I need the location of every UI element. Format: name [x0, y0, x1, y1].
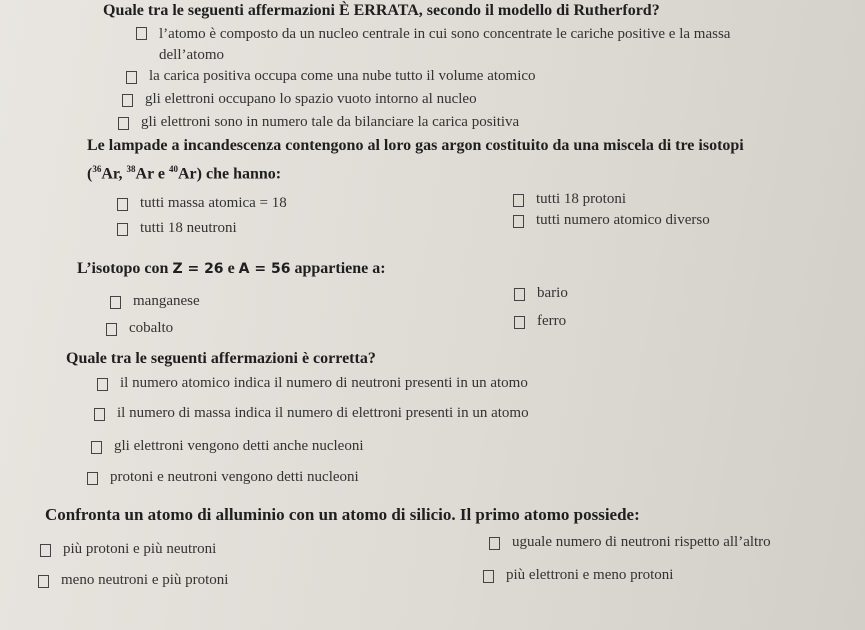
- checkbox[interactable]: [110, 296, 121, 309]
- checkbox[interactable]: [87, 472, 98, 485]
- checkbox[interactable]: [91, 441, 102, 454]
- isotope-mass: 38: [126, 164, 136, 174]
- option-label: tutti 18 protoni: [536, 191, 626, 207]
- q4-option-2[interactable]: [94, 405, 529, 422]
- title-text: L’isotopo con: [77, 260, 173, 277]
- q2-option-3[interactable]: [513, 191, 626, 208]
- checkbox[interactable]: [513, 215, 524, 228]
- checkbox[interactable]: [106, 323, 117, 336]
- q1-option-1[interactable]: [136, 24, 776, 66]
- title-rest: che hanno:: [201, 165, 282, 183]
- question-2-title-line1: Le lampade a incandescenza contengono al loro gas argon costituito da una miscela di tre isotopi: [87, 137, 744, 154]
- question-4-title: Quale tra le seguenti affermazioni è corretta?: [66, 350, 376, 367]
- title-text: e: [223, 260, 239, 277]
- checkbox[interactable]: [118, 117, 129, 130]
- option-label: ferro: [537, 313, 567, 329]
- checkbox[interactable]: [489, 537, 500, 550]
- option-label: l’atomo è composto da un nucleo centrale in cui sono concentrate le cariche positive e la massa dell’atomo: [159, 26, 731, 63]
- q2-option-1[interactable]: [117, 195, 287, 212]
- checkbox[interactable]: [514, 288, 525, 301]
- isotope-mass: 36: [92, 164, 102, 174]
- q1-option-3[interactable]: [122, 91, 477, 108]
- option-label: uguale numero di neutroni rispetto all’altro: [512, 534, 771, 550]
- option-label: meno neutroni e più protoni: [61, 572, 229, 588]
- q1-option-4[interactable]: [118, 114, 519, 131]
- option-label: protoni e neutroni vengono detti nucleoni: [110, 469, 359, 485]
- isotope-symbol: Ar e: [135, 165, 169, 183]
- question-3-title: [77, 260, 386, 278]
- isotope-symbol: Ar): [177, 165, 202, 183]
- checkbox[interactable]: [514, 316, 525, 329]
- option-label: il numero di massa indica il numero di elettroni presenti in un atomo: [117, 405, 529, 421]
- q5-option-1[interactable]: [40, 541, 216, 558]
- checkbox[interactable]: [483, 570, 494, 583]
- q5-option-4[interactable]: [483, 567, 673, 584]
- option-label: gli elettroni sono in numero tale da bilanciare la carica positiva: [141, 114, 520, 130]
- option-label: il numero atomico indica il numero di neutroni presenti in un atomo: [120, 375, 528, 391]
- atomic-number: Z = 26: [172, 261, 224, 277]
- option-label: tutti massa atomica = 18: [140, 195, 287, 211]
- checkbox[interactable]: [126, 71, 137, 84]
- option-label: tutti 18 neutroni: [140, 220, 237, 236]
- option-label: più protoni e più neutroni: [63, 541, 217, 557]
- question-5-title: Confronta un atomo di alluminio con un atomo di silicio. Il primo atomo possiede:: [45, 505, 640, 524]
- checkbox[interactable]: [94, 408, 105, 421]
- q4-option-1[interactable]: [97, 375, 528, 392]
- question-1-title: Quale tra le seguenti affermazioni È ERRATA, secondo il modello di Rutherford?: [103, 2, 660, 19]
- option-label: più elettroni e meno protoni: [506, 567, 674, 583]
- option-label: cobalto: [129, 320, 174, 336]
- checkbox[interactable]: [38, 575, 49, 588]
- checkbox[interactable]: [122, 94, 133, 107]
- q4-option-4[interactable]: [87, 469, 359, 486]
- option-label: tutti numero atomico diverso: [536, 212, 710, 228]
- q1-option-2[interactable]: [126, 68, 536, 85]
- mass-number: A = 56: [238, 261, 291, 277]
- checkbox[interactable]: [513, 194, 524, 207]
- q3-option-4[interactable]: [514, 313, 566, 330]
- q3-option-2[interactable]: [106, 320, 173, 337]
- checkbox[interactable]: [97, 378, 108, 391]
- checkbox[interactable]: [40, 544, 51, 557]
- q3-option-1[interactable]: [110, 293, 200, 310]
- option-label: gli elettroni vengono detti anche nucleoni: [114, 438, 364, 454]
- question-2-title-line2: [87, 164, 281, 183]
- checkbox[interactable]: [117, 223, 128, 236]
- title-text: appartiene a:: [290, 260, 386, 277]
- option-label: manganese: [133, 293, 200, 309]
- checkbox[interactable]: [136, 27, 147, 40]
- option-label: la carica positiva occupa come una nube tutto il volume atomico: [149, 68, 536, 84]
- q5-option-2[interactable]: [38, 572, 228, 589]
- isotope-mass: 40: [168, 164, 178, 174]
- isotope-symbol: Ar,: [101, 165, 127, 183]
- q2-option-2[interactable]: [117, 220, 237, 237]
- paren: (: [87, 165, 93, 183]
- q5-option-3[interactable]: [489, 534, 771, 551]
- option-label: gli elettroni occupano lo spazio vuoto intorno al nucleo: [145, 91, 477, 107]
- q3-option-3[interactable]: [514, 285, 568, 302]
- q4-option-3[interactable]: [91, 438, 364, 455]
- option-label: bario: [537, 285, 568, 301]
- q2-option-4[interactable]: [513, 212, 710, 229]
- checkbox[interactable]: [117, 198, 128, 211]
